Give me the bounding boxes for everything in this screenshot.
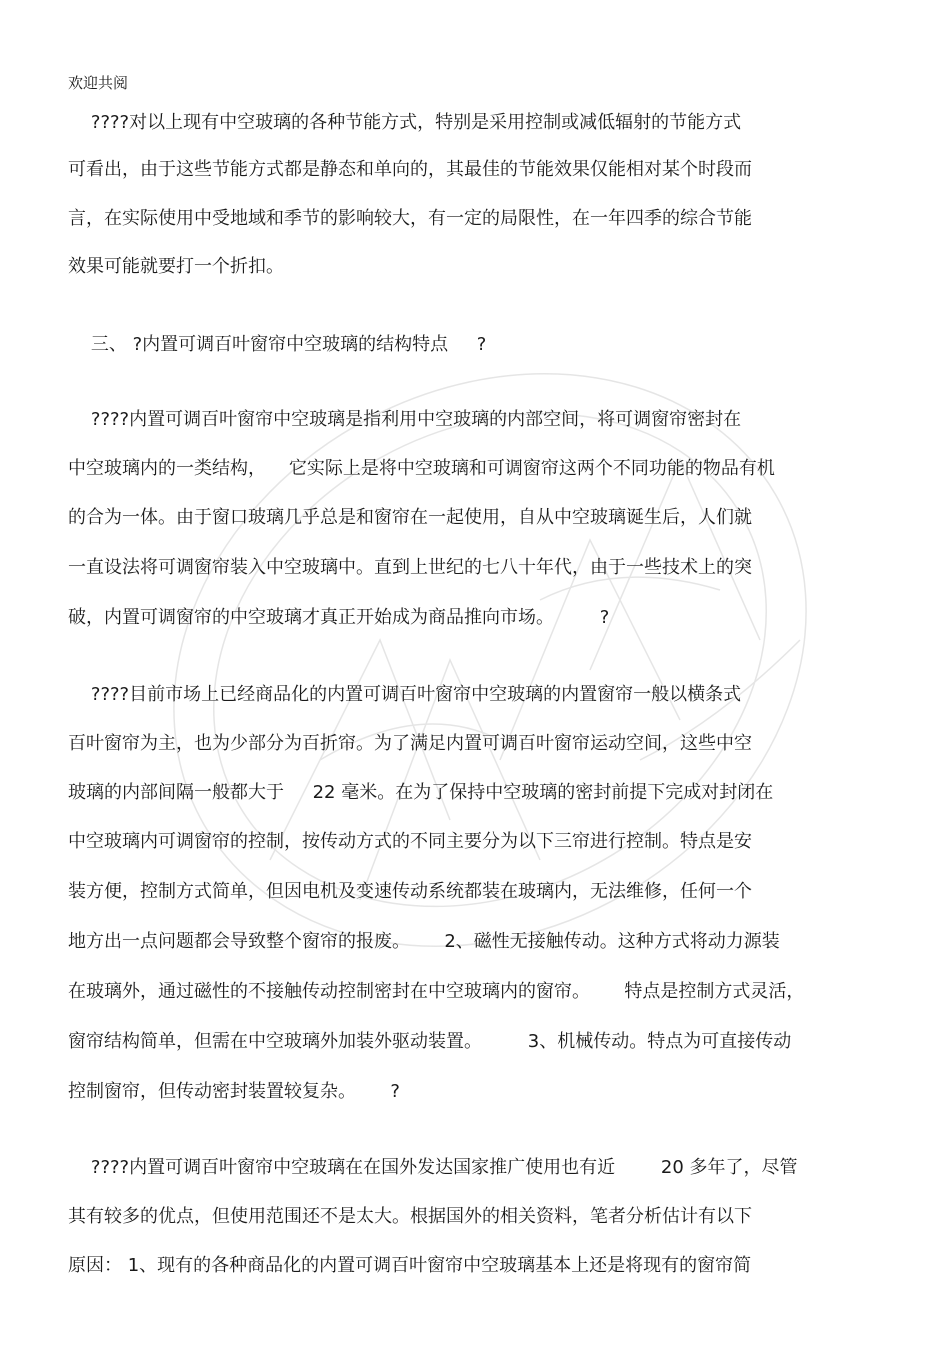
body-line: 中空玻璃内可调窗帘的控制，按传动方式的不同主要分为以下三帘进行控制。特点是安 [68, 831, 752, 852]
body-line: 中空玻璃内的一类结构， 它实际上是将中空玻璃和可调窗帘这两个不同功能的物品有机 [68, 458, 775, 479]
document-header: 欢迎共阅 [68, 74, 129, 92]
body-line: 原因： 1、现有的各种商品化的内置可调百叶窗帘中空玻璃基本上还是将现有的窗帘简 [68, 1255, 752, 1276]
body-line: 在玻璃外，通过磁性的不接触传动控制密封在中空玻璃内的窗帘。 特点是控制方式灵活， [68, 981, 805, 1002]
body-line: 装方便，控制方式简单，但因电机及变速传动系统都装在玻璃内，无法维修，任何一个 [68, 881, 752, 902]
body-line: 百叶窗帘为主，也为少部分为百折帘。为了满足内置可调百叶窗帘运动空间，这些中空 [68, 733, 752, 754]
body-line: ????目前市场上已经商品化的内置可调百叶窗帘中空玻璃的内置窗帘一般以横条式 [68, 684, 742, 705]
body-line: 其有较多的优点，但使用范围还不是太大。根据国外的相关资料，笔者分析估计有以下 [68, 1206, 752, 1227]
body-line: 玻璃的内部间隔一般都大于 22 毫米。在为了保持中空玻璃的密封前提下完成对封闭在 [68, 782, 774, 803]
body-line: 一直设法将可调窗帘装入中空玻璃中。直到上世纪的七八十年代，由于一些技术上的突 [68, 557, 752, 578]
body-line: ????内置可调百叶窗帘中空玻璃是指利用中空玻璃的内部空间，将可调窗帘密封在 [68, 409, 742, 430]
body-line: 破，内置可调窗帘的中空玻璃才真正开始成为商品推向市场。 ? [68, 607, 610, 628]
body-line: 地方出一点问题都会导致整个窗帘的报废。 2、磁性无接触传动。这种方式将动力源装 [68, 931, 780, 952]
body-line: 控制窗帘，但传动密封装置较复杂。 ? [68, 1081, 400, 1102]
body-line: 效果可能就要打一个折扣。 [68, 256, 284, 277]
body-line: ????内置可调百叶窗帘中空玻璃在在国外发达国家推广使用也有近 20 多年了，尽管 [68, 1157, 798, 1178]
body-line: 的合为一体。由于窗口玻璃几乎总是和窗帘在一起使用，自从中空玻璃诞生后，人们就 [68, 507, 752, 528]
body-line: 言，在实际使用中受地域和季节的影响较大，有一定的局限性，在一年四季的综合节能 [68, 208, 752, 229]
body-line: 可看出，由于这些节能方式都是静态和单向的，其最佳的节能效果仅能相对某个时段而 [68, 159, 752, 180]
body-line: 窗帘结构简单，但需在中空玻璃外加装外驱动装置。 3、机械传动。特点为可直接传动 [68, 1031, 792, 1052]
section-heading: 三、 ?内置可调百叶窗帘中空玻璃的结构特点 ? [68, 334, 487, 355]
body-line: ????对以上现有中空玻璃的各种节能方式，特别是采用控制或减低辐射的节能方式 [68, 112, 742, 133]
